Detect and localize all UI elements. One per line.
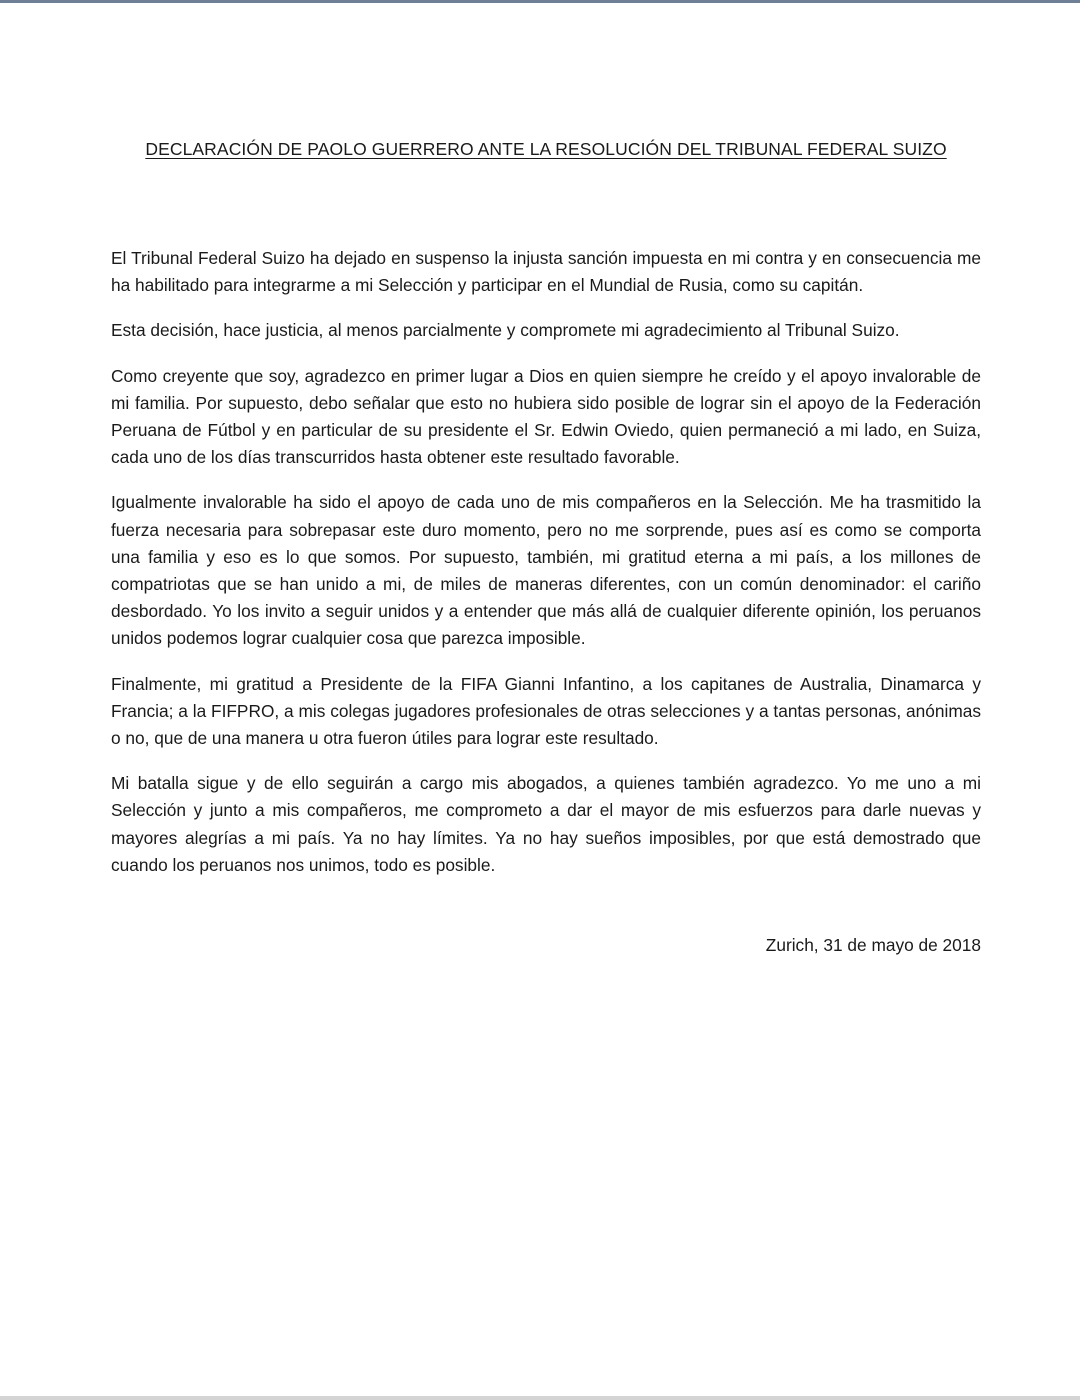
document-title: DECLARACIÓN DE PAOLO GUERRERO ANTE LA RESOLUCIÓN DEL TRIBUNAL FEDERAL SUIZO (145, 139, 947, 159)
place-and-date: Zurich, 31 de mayo de 2018 (765, 935, 981, 956)
paragraph-6: Mi batalla sigue y de ello seguirán a cargo mis abogados, a quienes también agradezco. Yo me uno a mi Selección y junto a mis compañeros, me comprometo a dar el mayor de mis esfuerzos para darle nuevas y mayores alegrías a mi país. Ya no hay límites. Ya no hay sueños imposibles, por que está demostrado que cuando los peruanos nos unimos, todo es posible. (111, 773, 981, 875)
paragraph-5: Finalmente, mi gratitud a Presidente de la FIFA Gianni Infantino, a los capitanes de Australia, Dinamarca y Francia; a la FIFPRO, a mis colegas jugadores profesionales de otras selecciones y a tantas personas, anónimas o no, que de una manera u otra fueron útiles para lograr este resultado. (111, 673, 981, 749)
page-top-border (0, 0, 1080, 3)
paragraph-4: Igualmente invalorable ha sido el apoyo de cada uno de mis compañeros en la Selección. Me ha trasmitido la fuerza necesaria para sobrepasar este duro momento, pero no me sorprende, pues así es como se comporta una familia y eso es lo que somos. Por supuesto, también, mi gratitud eterna a mi país, a los millones de compatriotas que se han unido a mi, de miles de maneras diferentes, con un común denominador: el cariño desbordado. Yo los invito a seguir unidos y a entender que más allá de cualquier diferente opinión, los peruanos unidos podemos lograr cualquier cosa que parezca imposible. (111, 492, 981, 649)
document-body (111, 245, 981, 879)
paragraph-1: El Tribunal Federal Suizo ha dejado en suspenso la injusta sanción impuesta en mi contra y en consecuencia me ha habilitado para integrarme a mi Selección y participar en el Mundial de Rusia, como su capitán. (111, 248, 981, 296)
paragraph-2: Esta decisión, hace justicia, al menos parcialmente y compromete mi agradecimiento al Tribunal Suizo. (111, 320, 900, 341)
page-bottom-border (0, 1396, 1080, 1400)
document-page (111, 136, 981, 959)
paragraph-3: Como creyente que soy, agradezco en primer lugar a Dios en quien siempre he creído y el apoyo invalorable de mi familia. Por supuesto, debo señalar que esto no hubiera sido posible de lograr sin el apoyo de la Federación Peruana de Fútbol y en particular de su presidente el Sr. Edwin Oviedo, quien permaneció a mi lado, en Suiza, cada uno de los días transcurridos hasta obtener este resultado favorable. (111, 365, 981, 468)
